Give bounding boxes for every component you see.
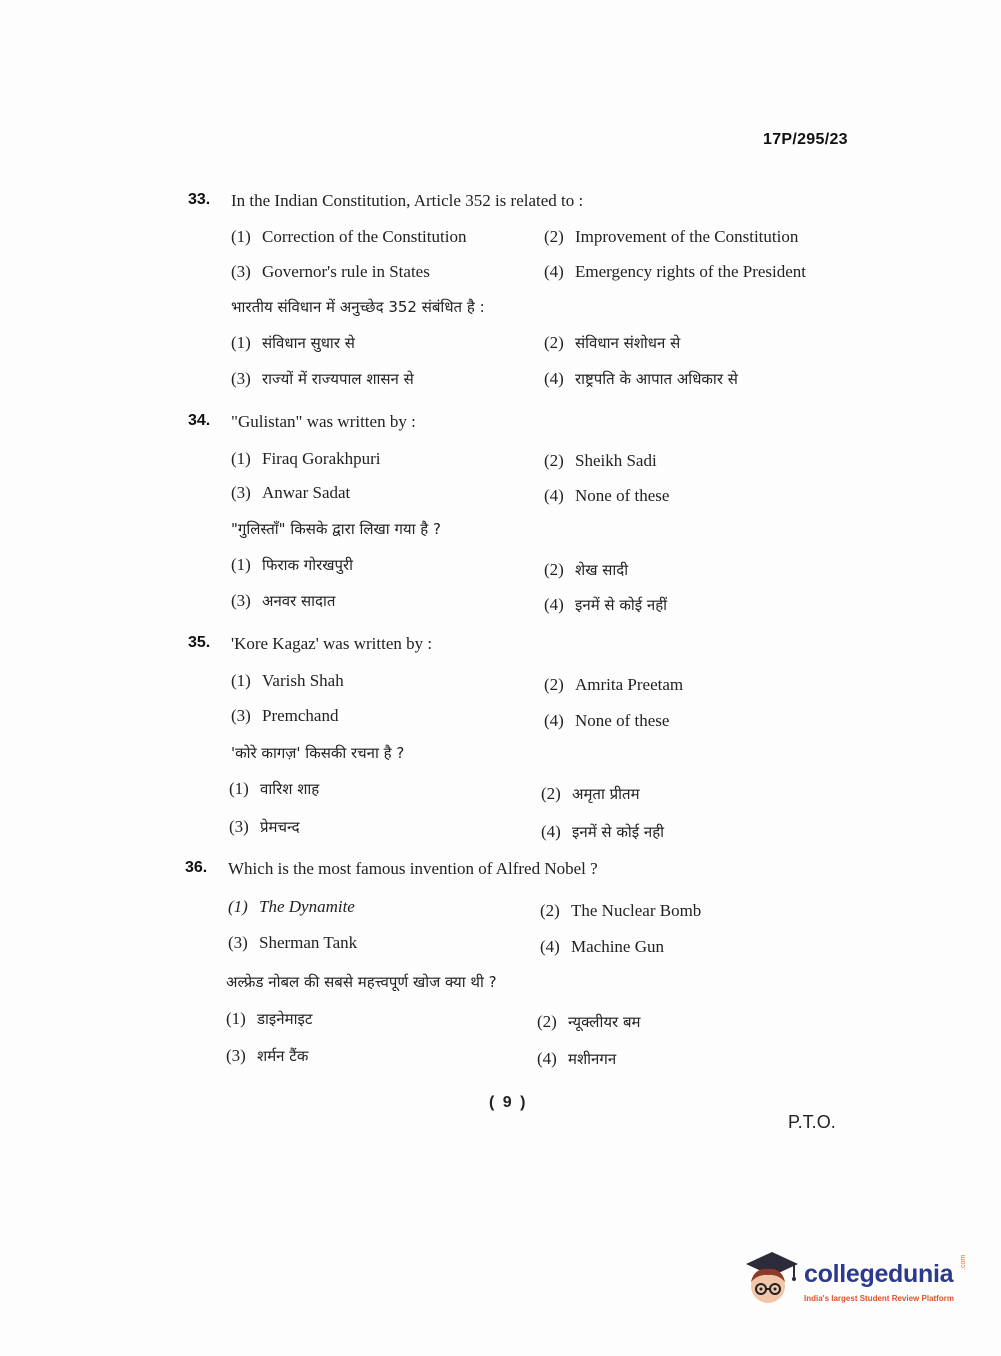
option-en-2: (2) Sheikh Sadi — [544, 451, 657, 470]
option-en-1: (1) Correction of the Constitution — [231, 227, 467, 246]
question-text-en: In the Indian Constitution, Article 352 is related to : — [231, 191, 584, 210]
question-text-hi: भारतीय संविधान में अनुच्छेद 352 संबंधित है : — [231, 298, 485, 316]
option-hi-4: (4) इनमें से कोई नही — [541, 822, 665, 841]
option-en-2: (2) The Nuclear Bomb — [540, 901, 702, 920]
question-number: 36. — [185, 859, 208, 876]
option-hi-4: (4) इनमें से कोई नहीं — [544, 595, 668, 614]
option-hi-3: (3) राज्यों में राज्यपाल शासन से — [231, 369, 414, 388]
question-text-hi: अल्फ्रेड नोबल की सबसे महत्त्वपूर्ण खोज क्या थी ? — [226, 973, 497, 991]
question-text-en: Which is the most famous invention of Alfred Nobel ? — [228, 859, 598, 878]
option-en-4: (4) Machine Gun — [540, 937, 665, 956]
option-hi-1: (1) संविधान सुधार से — [231, 333, 355, 352]
option-hi-2: (2) शेख सादी — [544, 560, 629, 579]
mascot-icon — [742, 1248, 802, 1312]
pto-label: P.T.O. — [788, 1112, 836, 1132]
option-hi-4: (4) मशीनगन — [537, 1049, 617, 1068]
option-hi-4: (4) राष्ट्रपति के आपात अधिकार से — [544, 369, 738, 388]
option-en-2: (2) Improvement of the Constitution — [544, 227, 799, 246]
question-number: 35. — [188, 634, 211, 651]
paper-code: 17P/295/23 — [763, 131, 848, 148]
option-en-1: (1) The Dynamite — [228, 897, 355, 916]
option-en-3: (3) Anwar Sadat — [231, 483, 351, 502]
option-hi-3: (3) प्रेमचन्द — [229, 817, 300, 836]
option-en-1: (1) Firaq Gorakhpuri — [231, 449, 381, 468]
option-hi-3: (3) अनवर सादात — [231, 591, 336, 610]
option-en-4: (4) None of these — [544, 711, 670, 730]
question-text-hi: "गुलिस्ताँ" किसके द्वारा लिखा गया है ? — [231, 520, 441, 538]
option-hi-2: (2) अमृता प्रीतम — [541, 784, 640, 803]
logo-suffix: .com — [960, 1254, 967, 1270]
option-en-4: (4) None of these — [544, 486, 670, 505]
option-en-3: (3) Governor's rule in States — [231, 262, 430, 281]
option-en-2: (2) Amrita Preetam — [544, 675, 684, 694]
question-text-en: "Gulistan" was written by : — [231, 412, 416, 431]
option-hi-1: (1) डाइनेमाइट — [226, 1009, 313, 1028]
option-hi-2: (2) संविधान संशोधन से — [544, 333, 681, 352]
logo-name: collegedunia — [804, 1260, 954, 1288]
question-text-hi: 'कोरे कागज़' किसकी रचना है ? — [231, 744, 405, 762]
collegedunia-logo — [742, 1248, 972, 1312]
question-number: 33. — [188, 191, 211, 208]
option-hi-1: (1) वारिश शाह — [229, 779, 320, 798]
option-hi-3: (3) शर्मन टैंक — [226, 1046, 309, 1065]
option-en-1: (1) Varish Shah — [231, 671, 344, 690]
question-text-en: 'Kore Kagaz' was written by : — [231, 634, 433, 653]
option-hi-1: (1) फिराक गोरखपुरी — [231, 555, 354, 574]
option-en-3: (3) Sherman Tank — [228, 933, 358, 952]
option-en-3: (3) Premchand — [231, 706, 339, 725]
page-number: ( 9 ) — [489, 1094, 528, 1111]
option-hi-2: (2) न्यूक्लीयर बम — [537, 1012, 641, 1031]
option-en-4: (4) Emergency rights of the President — [544, 262, 807, 281]
question-number: 34. — [188, 412, 211, 429]
logo-tagline: India's largest Student Review Platform — [804, 1294, 954, 1303]
